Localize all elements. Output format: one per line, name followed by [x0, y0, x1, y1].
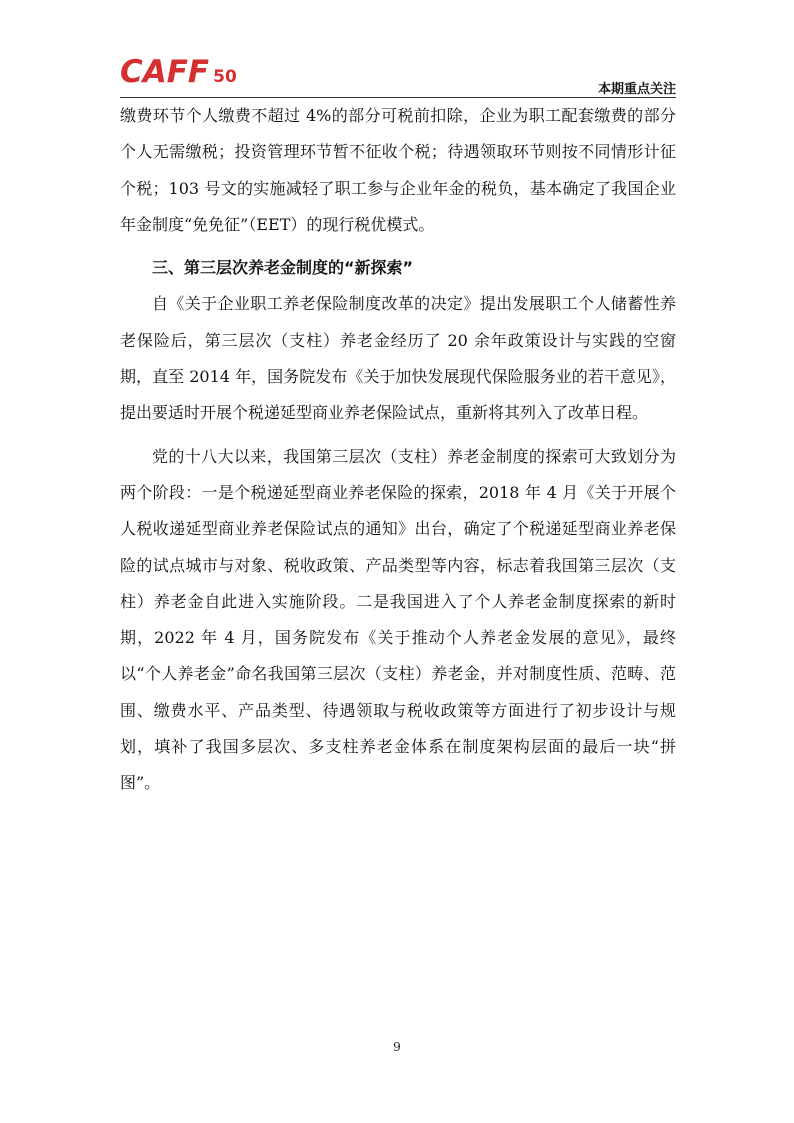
logo-number: 50: [213, 67, 237, 87]
logo-text: CAFF: [120, 54, 210, 90]
page-number: 9: [393, 1040, 401, 1054]
paragraph-2: 党的十八大以来，我国第三层次（支柱）养老金制度的探索可大致划分为两个阶段：一是个税递延型商业养老保险的探索，2018 年 4 月《关于开展个人税收递延型商业养老保险试点的通知》出台，确定了个税递延型商业养老保险的试点城市与对象、税收政策、产品类型等内容，标志着我国第三层次（支柱）养老金自此进入实施阶段。二是我国进入了个人养老金制度探索的新时期，2022 年 4 月，国务院发布《关于推动个人养老金发展的意见》，最终以“个人养老金”命名我国第三层次（支柱）养老金，并对制度性质、范畴、范围、缴费水平、产品类型、待遇领取与税收政策等方面进行了初步设计与规划，填补了我国多层次、多支柱养老金体系在制度架构层面的最后一块“拼图”。: [120, 446, 676, 793]
page-header: [120, 48, 676, 98]
paragraph-1: 自《关于企业职工养老保险制度改革的决定》提出发展职工个人储蓄性养老保险后，第三层次（支柱）养老金经历了 20 余年政策设计与实践的空窗期，直至 2014 年，国务院发布《关于加快发展现代保险服务业的若干意见》，提出要适时开展个税递延型商业养老保险试点，重新将其列入了改革日程。: [120, 294, 676, 423]
document-body: [120, 98, 676, 802]
caff50-logo: [120, 54, 237, 90]
paragraph-continued: 缴费环节个人缴费不超过 4%的部分可税前扣除，企业为职工配套缴费的部分个人无需缴税；投资管理环节暂不征收个税；待遇领取环节则按不同情形计征个税；103 号文的实施减轻了职工参与企业年金的税负，基本确定了我国企业年金制度“免免征”（EET）的现行税优模式。: [120, 106, 676, 234]
section-heading: 三、第三层次养老金制度的“新探索”: [152, 258, 414, 278]
section-label: 本期重点关注: [597, 82, 676, 97]
